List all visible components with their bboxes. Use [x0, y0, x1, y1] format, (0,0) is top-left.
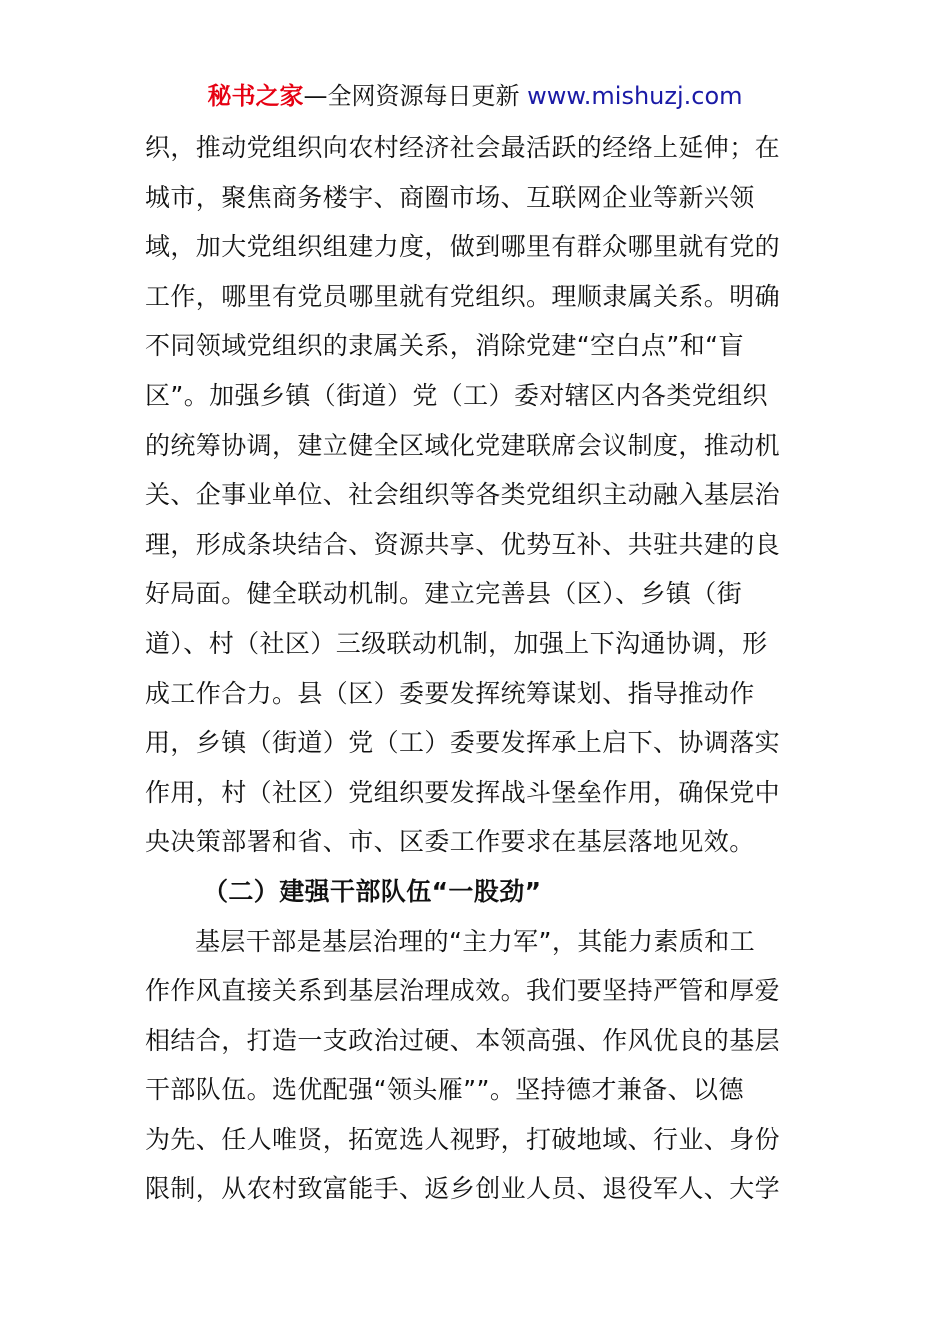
- site-brand: 秘书之家: [207, 82, 304, 110]
- text-line: 限制，从农村致富能手、返乡创业人员、退役军人、大学: [145, 1174, 781, 1204]
- document-body: [145, 123, 810, 1214]
- text-line: 作作风直接关系到基层治理成效。我们要坚持严管和厚爱: [145, 976, 781, 1006]
- text-line: 区”。加强乡镇（街道）党（工）委对辖区内各类党组织: [145, 380, 768, 410]
- site-header: [0, 78, 950, 114]
- site-tagline: —全网资源每日更新: [303, 82, 520, 110]
- paragraph-first-line: 基层干部是基层治理的“主力军”，其能力素质和工: [195, 926, 756, 956]
- text-line: 道）、村（社区）三级联动机制，加强上下沟通协调，形: [145, 628, 768, 658]
- text-line: 关、企事业单位、社会组织等各类党组织主动融入基层治: [145, 480, 781, 510]
- text-line: 央决策部署和省、市、区委工作要求在基层落地见效。: [145, 827, 755, 857]
- text-line: 城市，聚焦商务楼宇、商圈市场、互联网企业等新兴领: [145, 182, 755, 212]
- text-line: 用，乡镇（街道）党（工）委要发挥承上启下、协调落实: [145, 728, 781, 758]
- text-line: 的统筹协调，建立健全区域化党建联席会议制度，推动机: [145, 430, 781, 460]
- section-heading: （二）建强干部队伍“一股劲”: [203, 876, 542, 906]
- text-line: 域，加大党组织组建力度，做到哪里有群众哪里就有党的: [145, 232, 781, 262]
- text-line: 作用，村（社区）党组织要发挥战斗堡垒作用，确保党中: [145, 777, 781, 807]
- text-line: 织，推动党组织向农村经济社会最活跃的经络上延伸；在: [145, 133, 781, 162]
- text-line: 相结合，打造一支政治过硬、本领高强、作风优良的基层: [145, 1025, 781, 1055]
- text-line: 不同领域党组织的隶属关系，消除党建“空白点”和“盲: [145, 331, 744, 361]
- site-url-link[interactable]: www.mishuzj.com: [527, 82, 743, 110]
- text-line: 理，形成条块结合、资源共享、优势互补、共驻共建的良: [145, 529, 781, 559]
- text-line: 干部队伍。选优配强“领头雁””。坚持德才兼备、以德: [145, 1075, 744, 1105]
- text-line: 好局面。健全联动机制。建立完善县（区）、乡镇（街: [145, 579, 743, 609]
- text-line: 成工作合力。县（区）委要发挥统筹谋划、指导推动作: [145, 678, 755, 708]
- text-line: 为先、任人唯贤，拓宽选人视野，打破地域、行业、身份: [145, 1124, 781, 1154]
- text-line: 工作，哪里有党员哪里就有党组织。理顺隶属关系。明确: [145, 281, 781, 311]
